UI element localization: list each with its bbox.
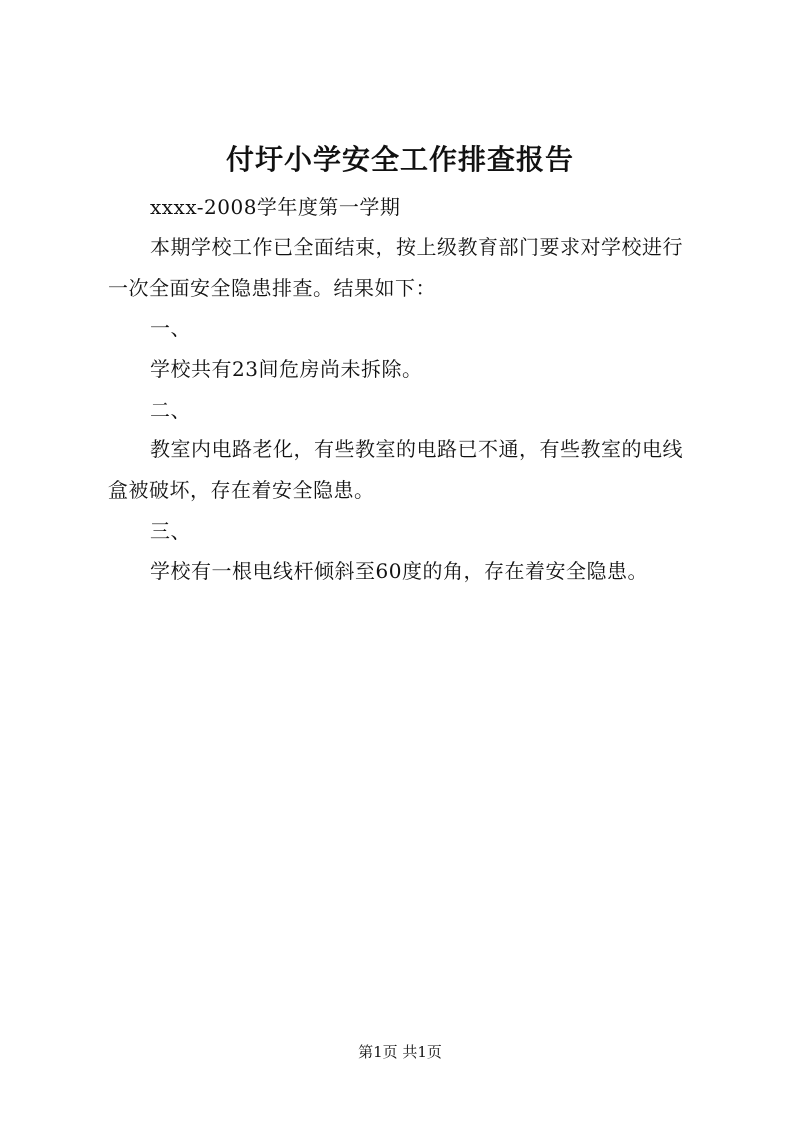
semester-line: xxxx-2008学年度第一学期 (150, 195, 401, 219)
section-three-text: 学校有一根电线杆倾斜至60度的角，存在着安全隐患。 (150, 559, 648, 583)
section-one-heading: 一、 (150, 316, 191, 340)
section-two-heading: 二、 (150, 398, 191, 422)
section-three-heading: 三、 (150, 519, 191, 543)
intro-paragraph-line-1: 本期学校工作已全面结束，按上级教育部门要求对学校进行 (150, 235, 683, 259)
page-number-footer: 第1页 共1页 (358, 1043, 442, 1061)
document-title: 付圩小学安全工作排查报告 (225, 143, 574, 176)
section-two-text-line-2: 盒被破坏，存在着安全隐患。 (108, 478, 375, 502)
section-one-text: 学校共有23间危房尚未拆除。 (150, 357, 423, 381)
intro-paragraph-line-2: 一次全面安全隐患排查。结果如下： (108, 276, 436, 300)
section-two-text-line-1: 教室内电路老化，有些教室的电路已不通，有些教室的电线 (150, 437, 683, 461)
